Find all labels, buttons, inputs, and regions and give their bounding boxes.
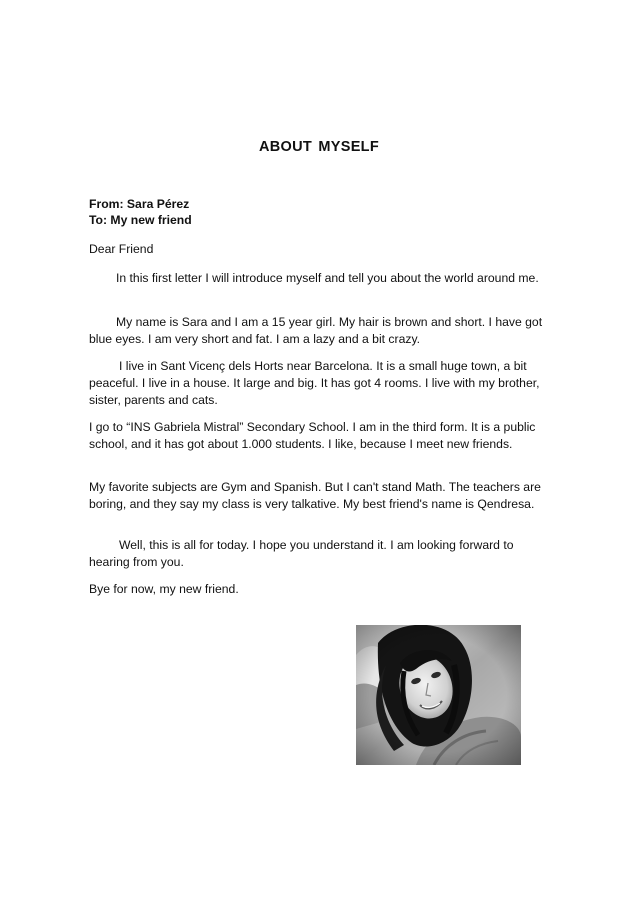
- greeting: Dear Friend: [89, 242, 154, 256]
- to-line: To: My new friend: [89, 213, 192, 227]
- page-title: ABOUT MYSELF: [259, 139, 379, 155]
- from-line: From: Sara Pérez: [89, 197, 190, 211]
- closing-line: Bye for now, my new friend.: [89, 582, 239, 596]
- paragraph-intro: In this first letter I will introduce myself and tell you about the world around me.: [116, 271, 539, 285]
- paragraph-farewell: Well, this is all for today. I hope you understand it. I am looking forward to hearing from you.: [89, 538, 514, 569]
- paragraph-subjects: My favorite subjects are Gym and Spanish. But I can't stand Math. The teachers are boring, and they say my class is very talkative. My best friend's name is Qendresa.: [89, 480, 541, 511]
- paragraph-description: My name is Sara and I am a 15 year girl. My hair is brown and short. I have got blue eyes. I am very short and fat. I am a lazy and a bit crazy.: [89, 315, 543, 346]
- paragraph-school: I go to “INS Gabriela Mistral” Secondary School. I am in the third form. It is a public school, and it has got about 1.000 students. I like, because I meet new friends.: [89, 420, 536, 451]
- paragraph-home: I live in Sant Vicenç dels Horts near Barcelona. It is a small huge town, a bit peaceful. I live in a house. It large and big. It has got 4 rooms. I live with my brother, sister, parents and cats.: [89, 359, 540, 407]
- girl-portrait-photo-grayscale-icon: [356, 625, 521, 765]
- portrait-photo: [356, 625, 521, 765]
